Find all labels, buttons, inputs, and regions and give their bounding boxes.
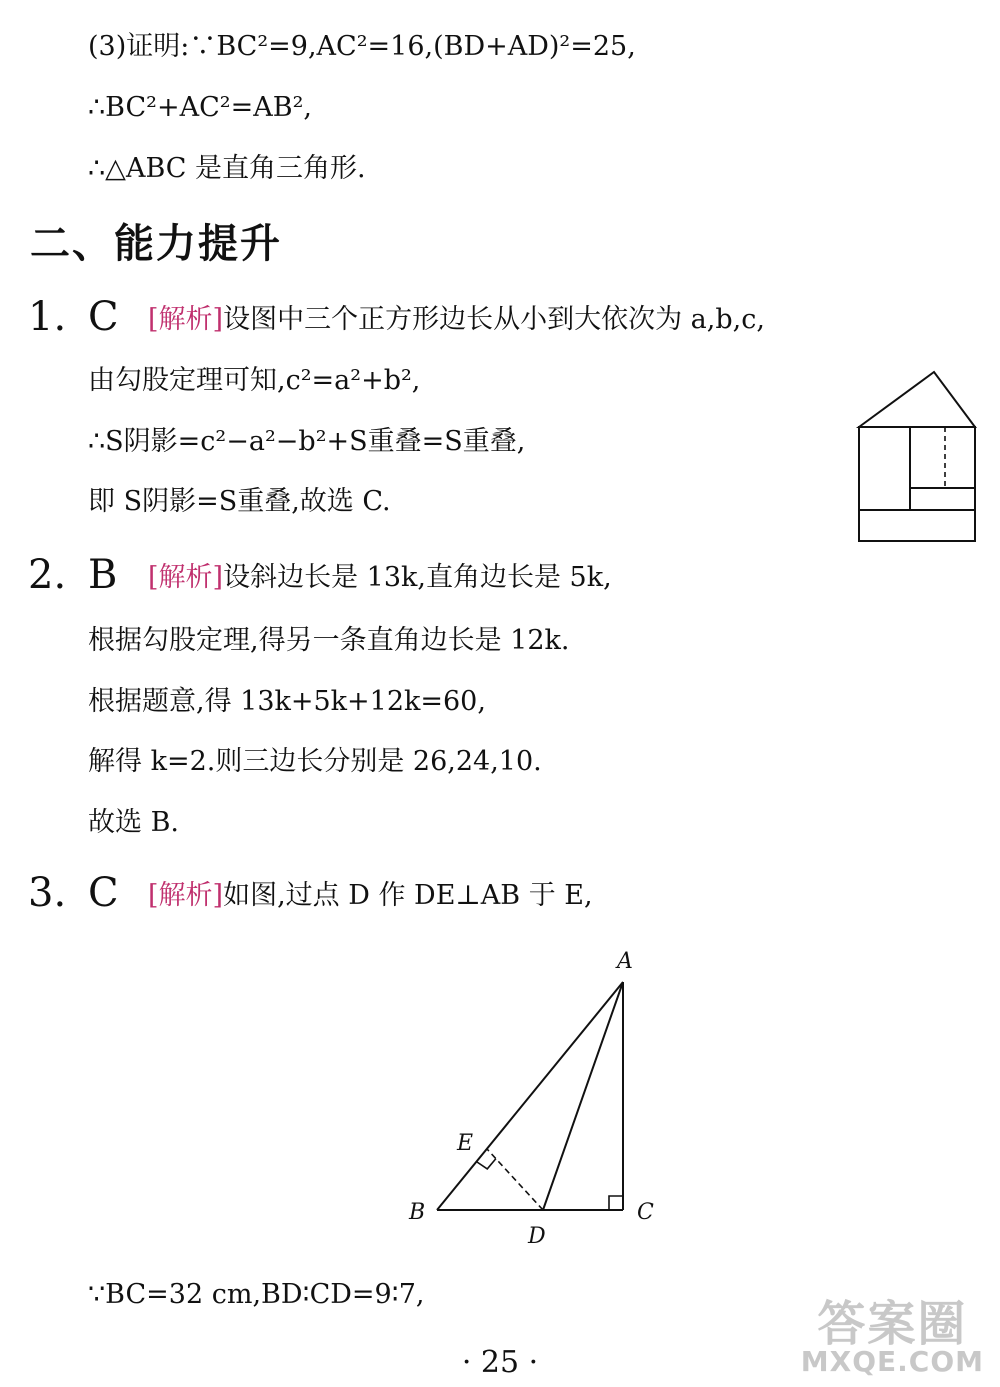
question-1-line-1: 设图中三个正方形边长从小到大依次为 a,b,c, [223,304,765,335]
question-1-line-3: ∴S阴影=c²−a²−b²+S重叠=S重叠, [88,426,526,457]
label-b: B [409,1200,426,1225]
question-1-line-2: 由勾股定理可知,c²=a²+b², [88,365,421,396]
label-c: C [637,1200,654,1225]
question-3-header [28,870,593,919]
question-3-line-2: ∵BC=32 cm,BD∶CD=9∶7, [88,1279,425,1310]
proof-line-2: ∴BC²+AC²=AB², [88,92,312,123]
question-3-tag: [解析] [148,880,224,911]
watermark-text: 答案圈 [817,1296,968,1352]
question-1-number: 1. [28,294,67,340]
question-1-tag: [解析] [148,304,224,335]
proof-line-3: ∴△ABC 是直角三角形. [88,153,366,184]
question-1-answer: C [88,294,119,340]
segment-de-dashed [487,1149,543,1210]
page-number: · 25 · [461,1345,539,1380]
question-2-tag: [解析] [148,562,224,593]
label-e: E [457,1131,474,1156]
figure-largest-square [859,427,975,541]
right-angle-mark-e [476,1159,497,1171]
side-ab [437,982,623,1210]
right-angle-mark-c [609,1196,623,1210]
label-d: D [528,1224,546,1249]
question-2-answer: B [88,552,118,598]
question-2-line-3: 根据题意,得 13k+5k+12k=60, [88,686,486,717]
question-2-line-2: 根据勾股定理,得另一条直角边长是 12k. [88,625,570,656]
question-2-header [28,552,612,601]
watermark-logo [800,1296,984,1378]
segment-ad [543,982,623,1210]
question-3-answer: C [88,870,119,916]
triangle-diagram [400,940,680,1260]
question-3-line-1: 如图,过点 D 作 DE⊥AB 于 E, [223,880,593,911]
question-2-line-1: 设斜边长是 13k,直角边长是 5k, [223,562,612,593]
question-2-line-5: 故选 B. [88,807,180,838]
question-1-line-4: 即 S阴影=S重叠,故选 C. [88,486,391,517]
figure-roof [859,372,975,427]
watermark-url: MXQE.COM [800,1345,984,1378]
question-1-header [28,294,765,343]
proof-line-1: (3)证明:∵BC²=9,AC²=16,(BD+AD)²=25, [88,31,636,62]
question-3-number: 3. [28,870,67,916]
question-2-line-4: 解得 k=2.则三边长分别是 26,24,10. [88,746,542,777]
label-a: A [617,949,633,974]
squares-figure [855,370,980,545]
question-2-number: 2. [28,552,67,598]
section-heading: 二、能力提升 [30,221,282,267]
